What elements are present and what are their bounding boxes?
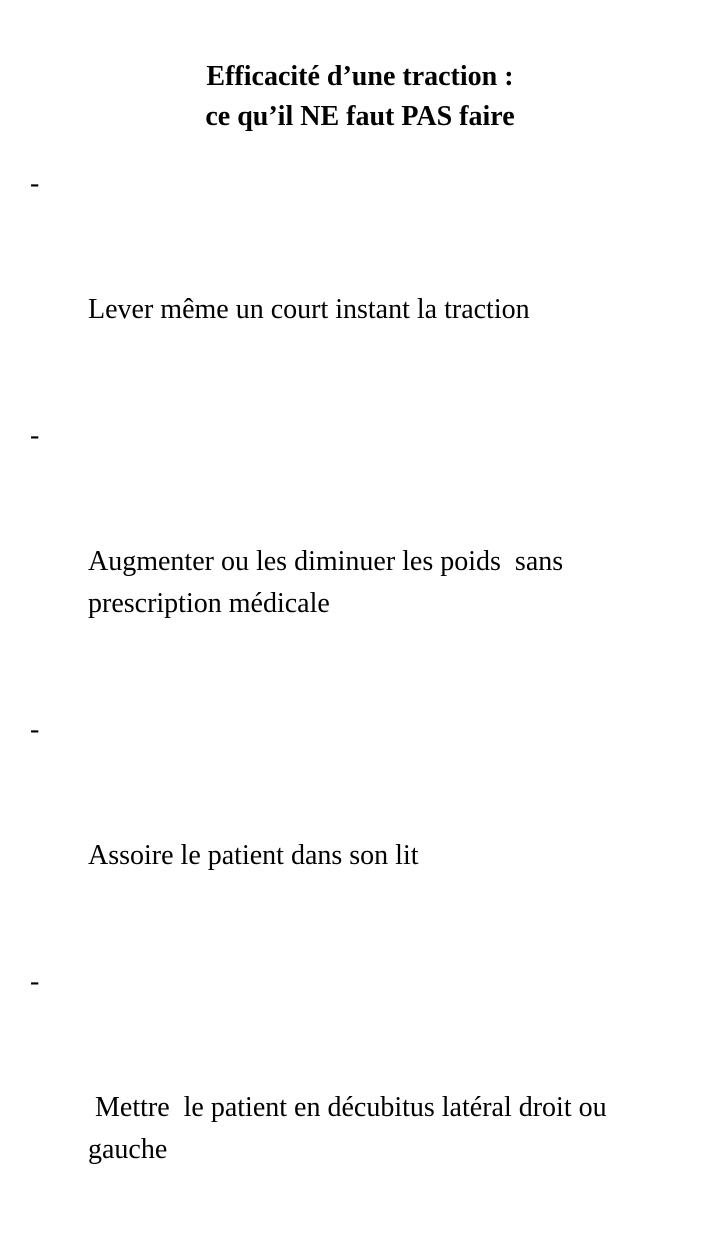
- bullet-text: Lever même un court instant la traction: [88, 294, 530, 325]
- bullet-item: [30, 961, 690, 1255]
- bullet-item: [30, 709, 690, 961]
- bullet-list: [30, 163, 690, 1255]
- bullet-dash: -: [30, 420, 40, 451]
- bullet-text: Mettre le patient en décubitus latéral droit ou gauche: [88, 1092, 614, 1165]
- title-line-1: Efficacité d’une traction :: [206, 61, 514, 92]
- bullet-item: [30, 163, 690, 415]
- title-line-2: ce qu’il NE faut PAS faire: [205, 101, 515, 132]
- bullet-dash: -: [30, 168, 40, 199]
- bullet-dash: -: [30, 714, 40, 745]
- bullet-item: [30, 415, 690, 709]
- slide-title: [0, 57, 720, 137]
- bullet-dash: -: [30, 966, 40, 997]
- bullet-text: Assoire le patient dans son lit: [88, 840, 419, 871]
- bullet-text: Augmenter ou les diminuer les poids sans prescription médicale: [88, 546, 571, 619]
